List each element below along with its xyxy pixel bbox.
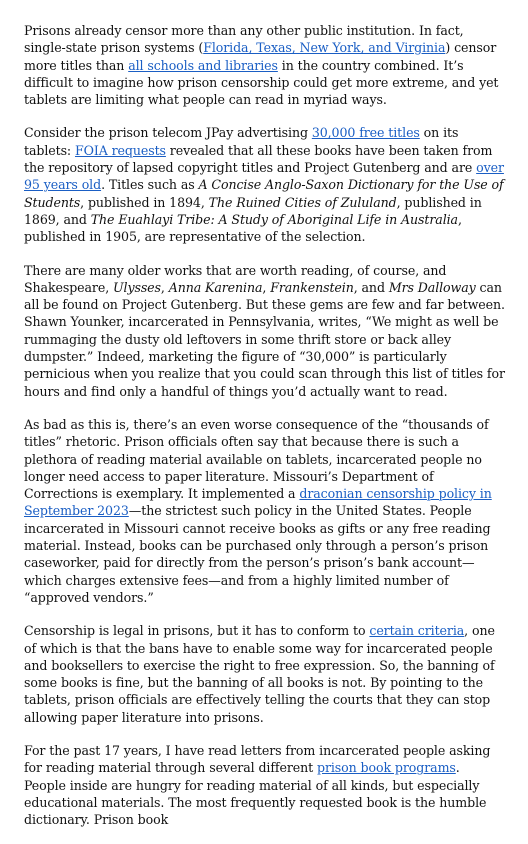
text-run: As bad as this is, there’s an even worse consequence of the “thousands of titles” rhetoric. Prison officials often say that because there is such a plethora of reading material available on tablets, incarcerated people no longer need access to paper literature. Missouri’s Department of Corrections is exemplary. It implemented a — [24, 416, 489, 502]
link-over-95-years-old[interactable]: over 95 years old — [24, 160, 504, 193]
paragraph-2 — [24, 124, 505, 245]
paragraph-4 — [24, 416, 505, 606]
text-run: For the past 17 years, I have read letters from incarcerated people asking for reading material through several different — [24, 742, 491, 776]
text-run: , published in 1894, — [80, 194, 209, 210]
link-foia-requests[interactable]: FOIA requests — [74, 142, 166, 158]
paragraph-6 — [24, 742, 505, 828]
book-title: The Euahlayi Tribe: A Study of Aboriginal Life in Australia — [90, 211, 458, 227]
text-run: . People inside are hungry for reading material of all kinds, but especially educational materials. The most frequently requested book is the humble dictionary. Prison book — [24, 760, 487, 828]
book-title: Ulysses — [113, 279, 161, 295]
text-run: , — [160, 279, 169, 295]
paragraph-1 — [24, 22, 505, 108]
link-prison-book-programs[interactable]: prison book programs — [316, 760, 456, 776]
text-run: can all be found on Project Gutenberg. But these gems are few and far between. Shawn Younker, incarcerated in Pennsylvania, writes, “We might as well be rummaging the dusty old leftovers in some thrift store or back alley dumpster.” Indeed, marketing the figure of “30,000” is particularly pernicious when you realize that you could scan through this list of titles for hours and find only a handful of things you’d actually want to read. — [24, 279, 505, 399]
text-run: Prisons already censor more than any other public institution. In fact, single-state prison systems ( — [24, 23, 464, 56]
text-run: Consider the prison telecom JPay advertising — [24, 125, 312, 141]
text-run: , and — [353, 279, 389, 295]
text-run: , — [262, 279, 271, 295]
text-run: revealed that all these books have been taken from the repository of lapsed copyright titles and Project Gutenberg and are — [24, 142, 493, 176]
link-florida-texas-ny-virginia[interactable]: Florida, Texas, New York, and Virginia — [203, 40, 446, 56]
text-run: . Titles such as — [101, 177, 199, 193]
book-title: Frankenstein — [270, 279, 354, 295]
link-all-schools-and-libraries[interactable]: all schools and libraries — [128, 57, 278, 73]
text-run: , published in 1905, are representative of the selection. — [24, 211, 462, 245]
book-title: Mrs Dalloway — [388, 279, 476, 295]
book-title: A Concise Anglo-Saxon Dictionary for the Use of Students — [24, 177, 504, 210]
text-run: —the strictest such policy in the United States. People incarcerated in Missouri cannot receive books as gifts or any free reading material. Instead, books can be purchased only through a person’s prison caseworker, paid for directly from the person’s prison’s bank account—which charges extensive fees—and from a highly limited number of “approved vendors.” — [24, 503, 491, 605]
link-30000-free-titles[interactable]: 30,000 free titles — [311, 125, 420, 141]
book-title: Anna Karenina — [168, 279, 263, 295]
text-run: in the country combined. It’s difficult to imagine how prison censorship could get more extreme, and yet tablets are limiting what people can read in myriad ways. — [24, 57, 499, 108]
text-run: There are many older works that are worth reading, of course, and Shakespeare, — [24, 262, 447, 295]
text-run: on its tablets: — [24, 125, 459, 158]
link-draconian-censorship-policy[interactable]: draconian censorship policy in September 2023 — [24, 486, 492, 519]
text-run: Censorship is legal in prisons, but it has to conform to — [24, 623, 370, 639]
text-run: , published in 1869, and — [24, 194, 482, 227]
paragraph-3 — [24, 262, 505, 400]
text-run: ) censor more titles than — [24, 40, 497, 73]
paragraph-5 — [24, 622, 505, 726]
article-body — [24, 22, 505, 844]
link-certain-criteria[interactable]: certain criteria — [369, 623, 465, 639]
book-title: The Ruined Cities of Zululand — [208, 194, 397, 210]
text-run: , one of which is that the bans have to enable some way for incarcerated people and booksellers to exercise the right to free expression. So, the banning of some books is fine, but the banning of all books is not. By pointing to the tablets, prison officials are effectively telling the courts that they can stop allowing paper literature into prisons. — [24, 623, 495, 725]
